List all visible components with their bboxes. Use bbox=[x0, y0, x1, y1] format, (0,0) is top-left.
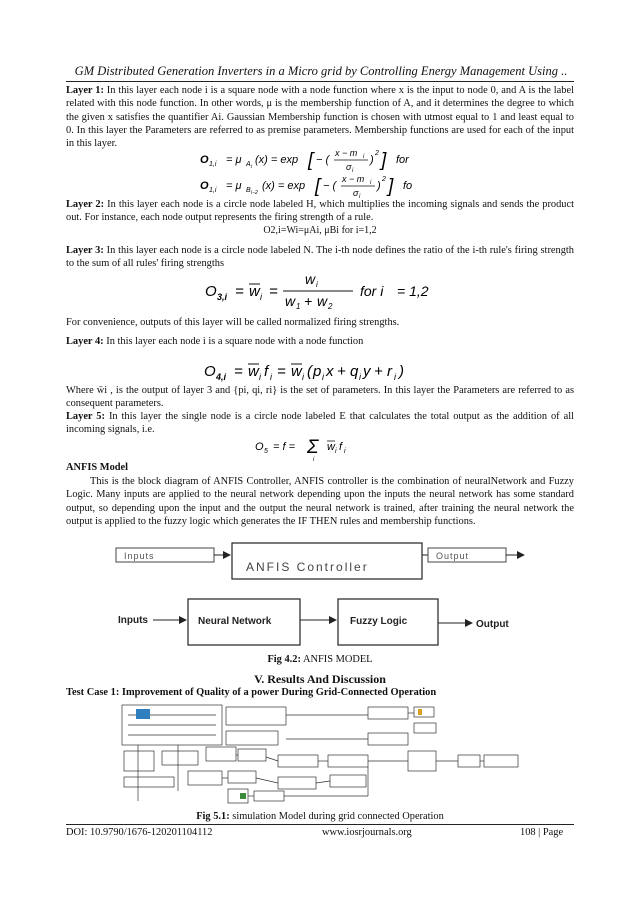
svg-text:=: = bbox=[234, 363, 243, 380]
svg-text:2: 2 bbox=[382, 176, 386, 183]
svg-text:2: 2 bbox=[328, 302, 333, 310]
layer3-label: Layer 3: bbox=[66, 245, 104, 256]
fig42-caption-text: ANFIS MODEL bbox=[300, 654, 373, 665]
header-rule bbox=[66, 81, 574, 82]
testcase-heading: Test Case 1: Improvement of Quality of a power During Grid-Connected Operation bbox=[66, 687, 437, 698]
svg-text:w: w bbox=[249, 283, 260, 300]
layer4-text: In this layer each node i is a square node with a node function bbox=[106, 336, 364, 347]
fig51-caption-text: simulation Model during grid connected Operation bbox=[229, 811, 444, 822]
svg-text:+: + bbox=[304, 293, 313, 309]
svg-text:A: A bbox=[246, 161, 251, 168]
layer3-paragraph bbox=[66, 244, 574, 271]
svg-text:i: i bbox=[344, 448, 346, 455]
svg-text:]: ] bbox=[381, 150, 387, 171]
svg-text:i: i bbox=[322, 372, 324, 382]
running-header: GM Distributed Generation Inverters in a Micro grid by Controlling Energy Management Using .. bbox=[74, 64, 568, 78]
svg-text:− (: − ( bbox=[323, 180, 337, 192]
bottom-diagram bbox=[118, 599, 509, 645]
svg-text:i: i bbox=[259, 372, 261, 382]
svg-text:for i: for i bbox=[360, 283, 384, 299]
eq-svg-3 bbox=[205, 270, 445, 310]
svg-text:=: = bbox=[269, 283, 278, 300]
anfis-block-diagram bbox=[110, 541, 530, 651]
svg-text:): ) bbox=[399, 363, 404, 380]
simulink-block-yellow bbox=[418, 709, 422, 715]
fuzzy-logic-label: Fuzzy Logic bbox=[350, 616, 408, 627]
svg-text:y: y bbox=[363, 363, 371, 380]
eq-svg-1 bbox=[200, 146, 500, 174]
equation-layer3 bbox=[205, 270, 445, 314]
svg-text:p: p bbox=[313, 363, 322, 380]
svg-text:for: for bbox=[396, 154, 409, 166]
anfis-controller-label: ANFIS Controller bbox=[246, 560, 369, 574]
svg-text:σ: σ bbox=[353, 188, 359, 198]
svg-text:= μ: = μ bbox=[226, 180, 242, 192]
svg-text:f: f bbox=[339, 441, 343, 453]
svg-text:= μ: = μ bbox=[226, 154, 242, 166]
footer-page: 108 | Page bbox=[520, 827, 564, 838]
equation-layer5 bbox=[255, 436, 395, 466]
layer4-label: Layer 4: bbox=[66, 336, 104, 347]
svg-text:(: ( bbox=[307, 363, 312, 380]
layer3-after: For convenience, outputs of this layer will be called normalized firing strengths. bbox=[66, 317, 400, 328]
svg-text:[: [ bbox=[308, 150, 314, 171]
svg-text:O: O bbox=[205, 283, 217, 300]
svg-text:1,i: 1,i bbox=[209, 161, 217, 168]
svg-text:[: [ bbox=[315, 176, 321, 197]
simulink-block-blue bbox=[136, 709, 150, 719]
svg-text:i: i bbox=[316, 280, 318, 289]
svg-text:3,i: 3,i bbox=[217, 292, 228, 302]
svg-text:q: q bbox=[350, 363, 359, 380]
svg-text:i: i bbox=[363, 154, 365, 160]
svg-text:O: O bbox=[255, 441, 264, 453]
fig51-caption-label: Fig 5.1: bbox=[196, 811, 230, 822]
svg-text:w: w bbox=[327, 441, 335, 453]
svg-text:i: i bbox=[370, 180, 372, 186]
layer1-paragraph bbox=[66, 84, 574, 150]
svg-text:4,i: 4,i bbox=[216, 372, 227, 382]
layer5-label: Layer 5: bbox=[66, 411, 105, 422]
svg-text:O: O bbox=[204, 363, 216, 380]
layer2-formula: O2,i=Wi=μAi, μBi for i=1,2 bbox=[263, 225, 377, 236]
svg-text:Σ: Σ bbox=[307, 437, 319, 458]
svg-text:(x) = exp: (x) = exp bbox=[262, 180, 306, 192]
layer2-paragraph bbox=[66, 198, 574, 225]
svg-text:= 1,2: = 1,2 bbox=[397, 283, 429, 299]
svg-text:i−2: i−2 bbox=[251, 190, 258, 196]
fig51-caption bbox=[66, 811, 574, 822]
top-inputs-label: Inputs bbox=[124, 551, 155, 561]
simulink-model-diagram bbox=[118, 701, 524, 811]
layer4-paragraph bbox=[66, 335, 574, 348]
simulink-wiring bbox=[122, 705, 518, 803]
top-output-label: Output bbox=[436, 551, 470, 561]
svg-text:i: i bbox=[260, 292, 262, 302]
bottom-inputs-label: Inputs bbox=[118, 615, 148, 626]
svg-text:1,i: 1,i bbox=[209, 187, 217, 194]
eq-svg-2 bbox=[200, 172, 500, 200]
footer-doi: DOI: 10.9790/1676-120201104112 bbox=[66, 827, 213, 838]
svg-text:): ) bbox=[377, 180, 381, 192]
layer1-text: In this layer each node i is a square node with a node function where x is the input to node 0, and A is the label related with this node function. In other words, μ is the membership function of A, and it determines the degree to which the given x satisfies the quantifier Ai. Gaussian Membership function is chosen with utmost equal to 1 and least equal to 0. In this layer the Parameters are referred to as premise parameters. Membership functions are used for each of the input in this layer. bbox=[66, 85, 574, 150]
anfis-heading: ANFIS Model bbox=[66, 462, 129, 473]
svg-text:w: w bbox=[317, 293, 328, 309]
svg-text:i: i bbox=[251, 164, 253, 170]
svg-text:x − m: x − m bbox=[335, 148, 358, 158]
svg-text:2: 2 bbox=[375, 150, 379, 157]
svg-text:=: = bbox=[235, 283, 244, 300]
footer-website: www.iosrjournals.org bbox=[322, 827, 412, 838]
anfis-paragraph: This is the block diagram of ANFIS Controller, ANFIS controller is the combination of neuralNetwork and Fuzzy Logic. Many inputs are applied to the neural network depending upon the inputs the neural network has some standard output, so depending upon the input and the output the neural network is trained, after training the neural network the output is applied to the fuzzy logic which generates the IF THEN rules and membership functions. bbox=[66, 476, 574, 527]
layer5-paragraph bbox=[66, 410, 574, 437]
layer2-text: In this layer each node is a circle node labeled H, which multiplies the incoming signals and sends the product out. For instance, each node output represents the firing strength of a rule. bbox=[66, 199, 574, 224]
svg-text:fo: fo bbox=[403, 180, 413, 192]
svg-text:x − m: x − m bbox=[342, 174, 365, 184]
svg-text:w: w bbox=[285, 293, 296, 309]
top-diagram bbox=[116, 543, 524, 579]
svg-text:i: i bbox=[359, 372, 361, 382]
svg-text:i: i bbox=[270, 372, 272, 382]
section-title: V. Results And Discussion bbox=[254, 672, 386, 686]
neural-network-label: Neural Network bbox=[198, 616, 272, 627]
svg-text:i: i bbox=[359, 194, 361, 200]
svg-text:w: w bbox=[248, 363, 259, 380]
svg-text:i: i bbox=[352, 168, 354, 174]
svg-text:σ: σ bbox=[346, 162, 352, 172]
svg-text:= f =: = f = bbox=[273, 441, 296, 453]
svg-text:(x) = exp: (x) = exp bbox=[255, 154, 299, 166]
svg-text:1: 1 bbox=[296, 302, 301, 310]
fig42-caption bbox=[66, 654, 574, 665]
svg-text:): ) bbox=[370, 154, 374, 166]
svg-text:B: B bbox=[246, 187, 251, 194]
svg-text:r: r bbox=[387, 363, 392, 380]
svg-text:+: + bbox=[337, 363, 346, 380]
svg-text:+: + bbox=[374, 363, 383, 380]
svg-text:− (: − ( bbox=[316, 154, 330, 166]
svg-text:i: i bbox=[335, 448, 337, 455]
fig42-caption-label: Fig 4.2: bbox=[267, 654, 301, 665]
layer3-text: In this layer each node is a circle node labeled N. The i-th node defines the ratio of the i-th rule's firing strength to the sum of all rules' firing strengths bbox=[66, 245, 574, 270]
bottom-output-label: Output bbox=[476, 619, 509, 630]
svg-text:i: i bbox=[302, 372, 304, 382]
svg-text:i: i bbox=[394, 372, 396, 382]
eq-svg-4 bbox=[204, 356, 444, 384]
svg-text:i: i bbox=[313, 457, 315, 462]
layer4-where: Where w̄i , is the output of layer 3 and {pi, qi, ri} is the set of parameters. In this layer the Parameters are referred to as consequent parameters. bbox=[66, 385, 574, 410]
layer5-text: In this layer the single node is a circle node labeled E that calculates the total output as the addition of all incoming signals, i.e. bbox=[66, 411, 574, 436]
svg-text:5: 5 bbox=[264, 448, 268, 455]
svg-text:O: O bbox=[200, 154, 209, 166]
svg-text:=: = bbox=[277, 363, 286, 380]
footer-rule bbox=[66, 824, 574, 825]
eq-svg-5 bbox=[255, 436, 395, 462]
layer1-label: Layer 1: bbox=[66, 85, 104, 96]
svg-text:x: x bbox=[326, 363, 334, 380]
svg-text:O: O bbox=[200, 180, 209, 192]
svg-text:f: f bbox=[264, 363, 269, 380]
svg-text:w: w bbox=[305, 271, 316, 287]
layer2-label: Layer 2: bbox=[66, 199, 105, 210]
svg-text:w: w bbox=[291, 363, 302, 380]
simulink-block-green bbox=[240, 793, 246, 799]
svg-text:]: ] bbox=[388, 176, 394, 197]
